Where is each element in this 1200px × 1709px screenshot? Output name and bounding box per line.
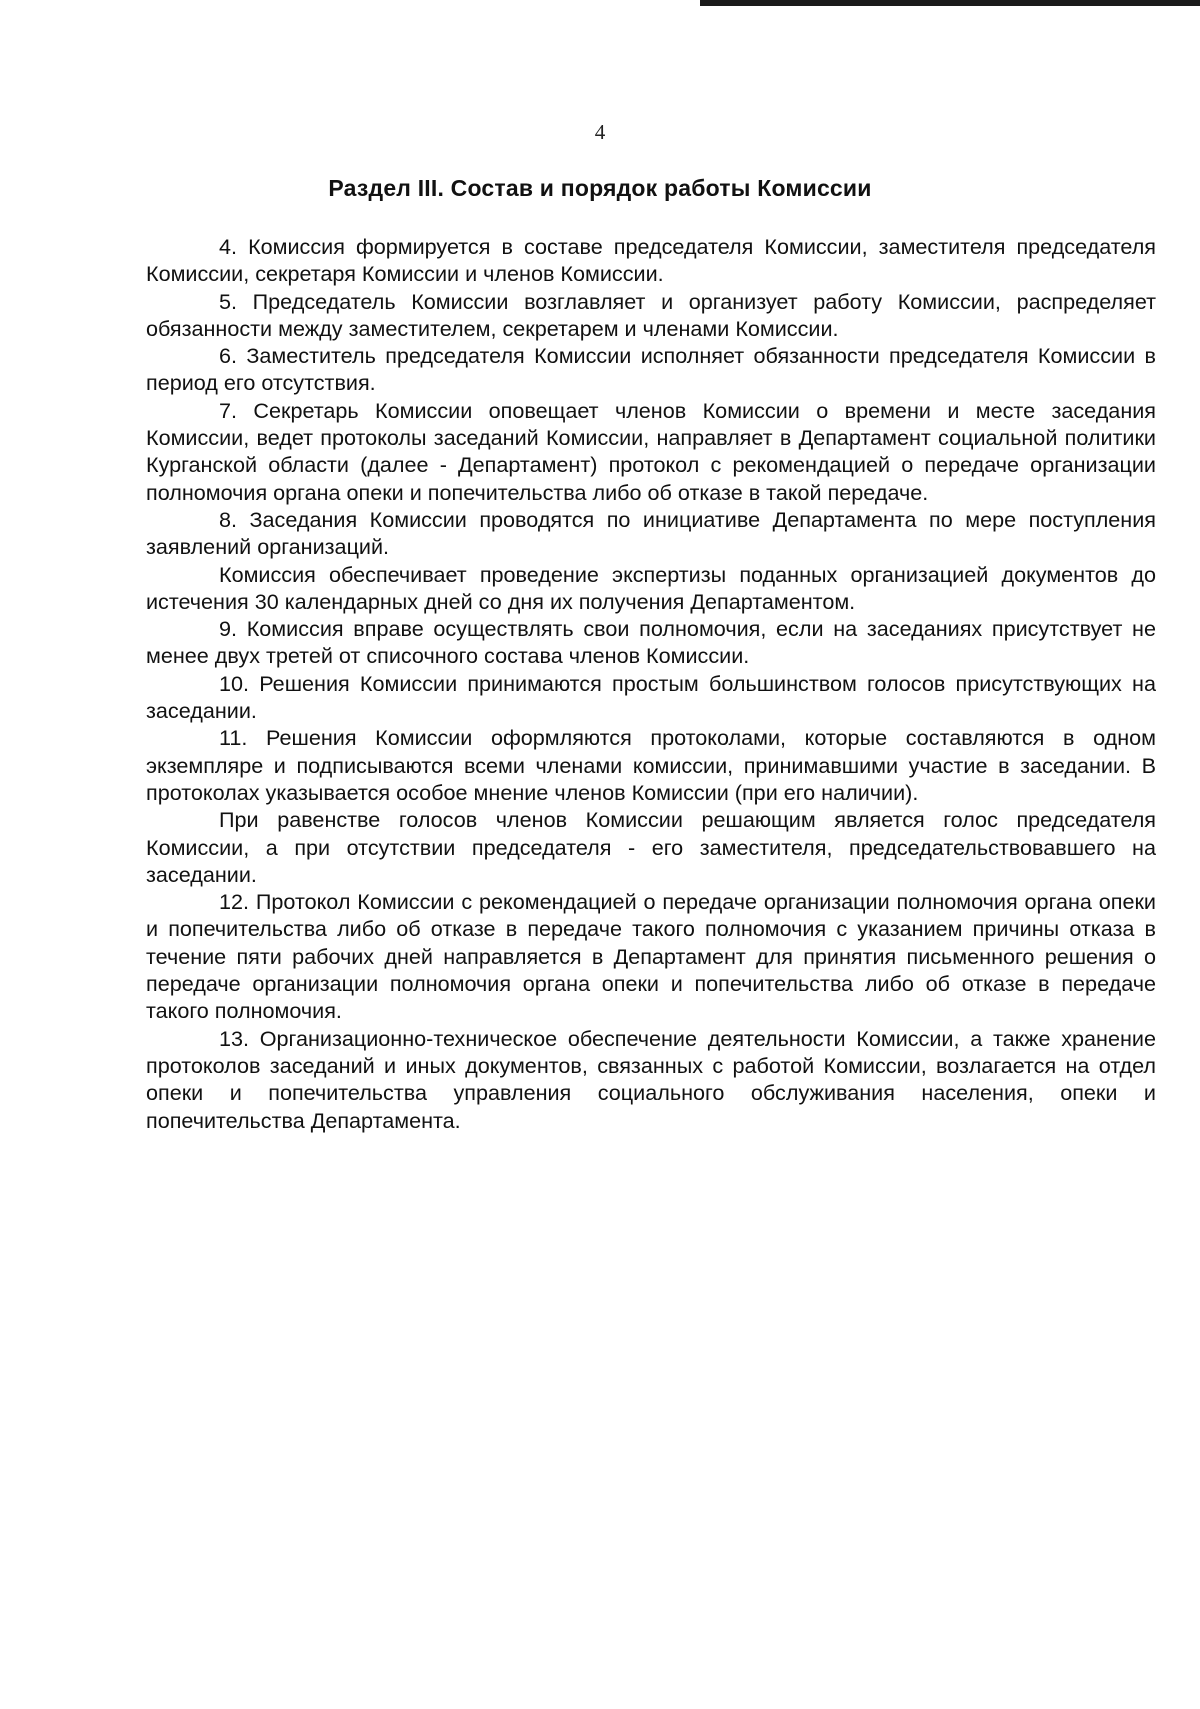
paragraph-10: 10. Решения Комиссии принимаются простым большинством голосов присутствующих на заседании. <box>146 670 1156 724</box>
scan-edge-mark <box>700 0 1200 6</box>
paragraph-5: 5. Председатель Комиссии возглавляет и организует работу Комиссии, распределяет обязанности между заместителем, секретарем и членами Комиссии. <box>146 288 1156 341</box>
paragraph-9: 9. Комиссия вправе осуществлять свои полномочия, если на заседаниях присутствует не менее двух третей от списочного состава членов Комиссии. <box>146 616 1156 669</box>
paragraph-11: 11. Решения Комиссии оформляются протоколами, которые составляются в одном экземпляре и подписываются всеми членами комиссии, принимавшими участие в заседании. В протоколах указывается особое мнение членов Комиссии (при его наличии). <box>146 725 1156 805</box>
document-body <box>146 233 1156 1134</box>
paragraph-6: 6. Заместитель председателя Комиссии исполняет обязанности председателя Комиссии в период его отсутствия. <box>146 343 1156 396</box>
paragraph-13: 13. Организационно-техническое обеспечение деятельности Комиссии, а также хранение протоколов заседаний и иных документов, связанных с работой Комиссии, возлагается на отдел опеки и попечительства управления социального обслуживания населения, опеки и попечительства Департамента. <box>146 1025 1156 1133</box>
paragraph-4: 4. Комиссия формируется в составе председателя Комиссии, заместителя председателя Комиссии, секретаря Комиссии и членов Комиссии. <box>146 234 1156 287</box>
paragraph-8: 8. Заседания Комиссии проводятся по инициативе Департамента по мере поступления заявлений организаций. <box>146 506 1156 560</box>
page-number: 4 <box>594 120 606 144</box>
paragraph-7: 7. Секретарь Комиссии оповещает членов Комиссии о времени и месте заседания Комиссии, ведет протоколы заседаний Комиссии, направляет в Департамент социальной политики Курганской области (далее - Департамент) протокол с рекомендацией о передаче организации полномочия органа опеки и попечительства либо об отказе в такой передаче. <box>146 397 1156 505</box>
paragraph-8-expertise: Комиссия обеспечивает проведение экспертизы поданных организацией документов до истечения 30 календарных дней со дня их получения Департаментом. <box>146 561 1156 614</box>
paragraph-11-tie-vote: При равенстве голосов членов Комиссии решающим является голос председателя Комиссии, а при отсутствии председателя - его заместителя, председательствовавшего на заседании. <box>146 807 1156 887</box>
section-title: Раздел III. Состав и порядок работы Комиссии <box>328 175 872 201</box>
paragraph-12: 12. Протокол Комиссии с рекомендацией о передаче организации полномочия органа опеки и попечительства либо об отказе в передаче такого полномочия с указанием причины отказа в течение пяти рабочих дней направляется в Департамент для принятия письменного решения о передаче организации полномочия органа опеки и попечительства либо об отказе в передаче такого полномочия. <box>146 889 1156 1024</box>
